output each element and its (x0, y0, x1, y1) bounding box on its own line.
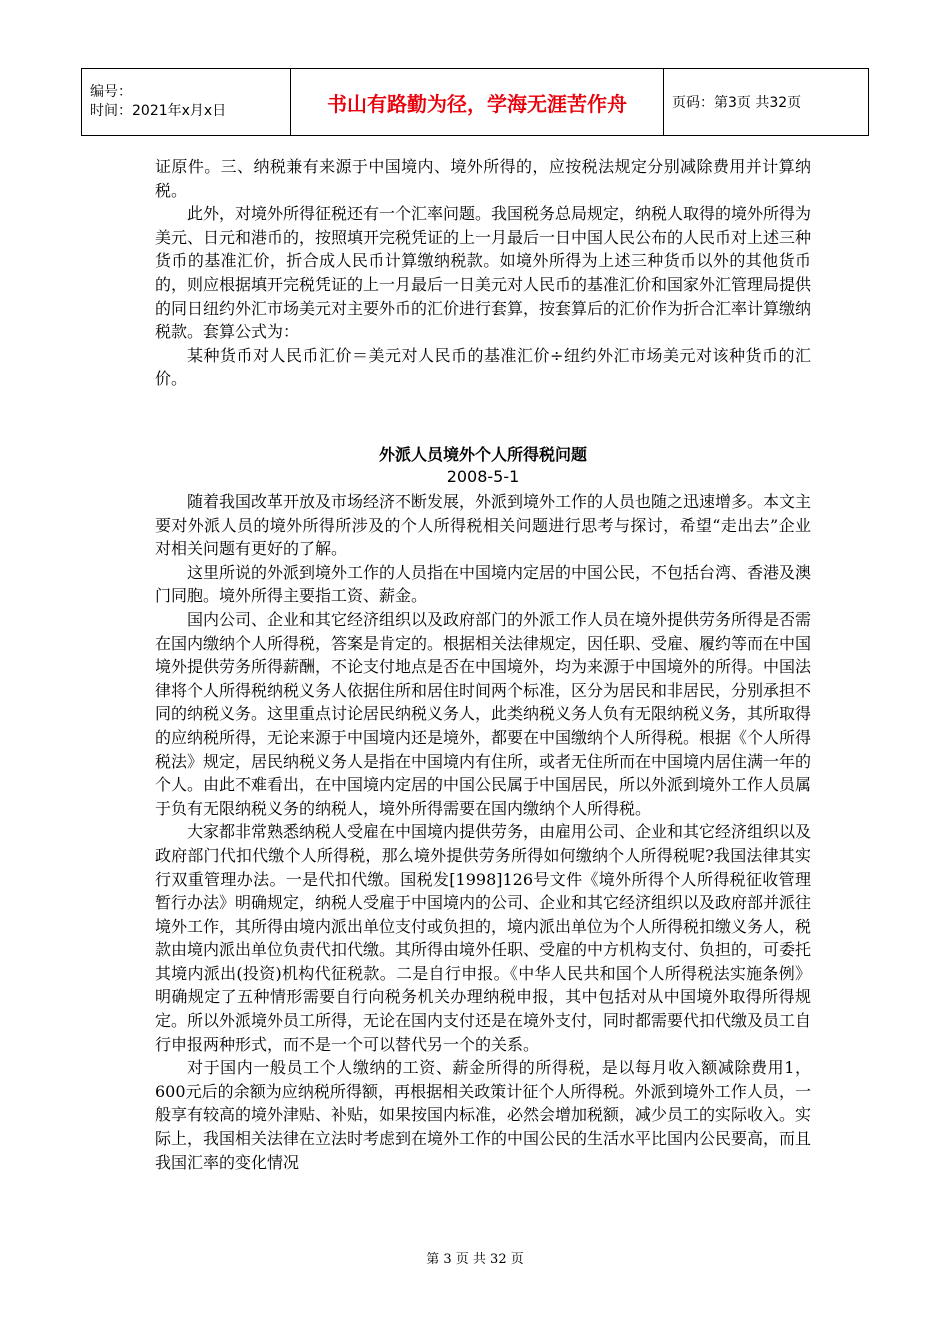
continued-section (155, 155, 811, 391)
paragraph: 大家都非常熟悉纳税人受雇在中国境内提供劳务，由雇用公司、企业和其它经济组织以及政府部门代扣代缴个人所得税，那么境外提供劳务所得如何缴纳个人所得税呢?我国法律其实行双重管理办法。一是代扣代缴。国税发[1998]126号文件《境外所得个人所得税征收管理暂行办法》明确规定，纳税人受雇于中国境内的公司、企业和其它经济组织以及政府部并派往境外工作，其所得由境内派出单位支付或负担的，境内派出单位为个人所得税扣缴义务人，税款由境内派出单位负责代扣代缴。其所得由境外任职、受雇的中方机构支付、负担的，可委托其境内派出(投资)机构代征税款。二是自行申报。《中华人民共和国个人所得税法实施条例》明确规定了五种情形需要自行向税务机关办理纳税申报，其中包括对从中国境外取得所得规定。所以外派境外员工所得，无论在国内支付还是在境外支付，同时都需要代扣代缴及员工自行申报两种形式，而不是一个可以替代另一个的关系。 (155, 822, 812, 1054)
article-date: 2008-5-1 (446, 467, 520, 486)
paragraph: 此外，对境外所得征税还有一个汇率问题。我国税务总局规定，纳税人取得的境外所得为美元、日元和港币的，按照填开完税凭证的上一月最后一日中国人民公布的人民币对上述三种货币的基准汇价，折合成人民币计算缴纳税款。如境外所得为上述三种货币以外的其他货币的，则应根据填开完税凭证的上一月最后一日美元对人民币的基准汇价和国家外汇管理局提供的同日纽约外汇市场美元对主要外币的汇价进行套算，按套算后的汇价作为折合汇率计算缴纳税款。套算公式为： (155, 204, 812, 342)
document-number-label: 编号： (90, 84, 132, 100)
header-meta (82, 69, 291, 136)
paragraph: 某种货币对人民币汇价＝美元对人民币的基准汇价÷纽约外汇市场美元对该种货币的汇价。 (155, 345, 811, 389)
header-page-number: 页码：第3页 共32页 (664, 69, 869, 136)
page-header (81, 68, 869, 136)
paragraph: 国内公司、企业和其它经济组织以及政府部门的外派工作人员在境外提供劳务所得是否需在国内缴纳个人所得税，答案是肯定的。根据相关法律规定，因任职、受雇、履约等而在中国境外提供劳务所得薪酬，不论支付地点是否在中国境外，均为来源于中国境外的所得。中国法律将个人所得税纳税义务人依据住所和居住时间两个标准，区分为居民和非居民，分别承担不同的纳税义务。这里重点讨论居民纳税义务人，此类纳税义务人负有无限纳税义务，其所取得的应纳税所得，无论来源于中国境内还是境外，都要在中国缴纳个人所得税。根据《个人所得税法》规定，居民纳税义务人是指在中国境内有住所，或者无住所而在中国境内居住满一年的个人。由此不难看出，在中国境内定居的中国公民属于中国居民，所以外派到境外工作人员属于负有无限纳税义务的纳税人，境外所得需要在国内缴纳个人所得税。 (155, 609, 812, 818)
page-footer: 第 3 页 共 32 页 (426, 1252, 524, 1267)
paragraph: 这里所说的外派到境外工作的人员指在中国境内定居的中国公民，不包括台湾、香港及澳门同胞。境外所得主要指工资、薪金。 (155, 562, 812, 606)
article-body (155, 490, 811, 1174)
paragraph: 对于国内一般员工个人缴纳的工资、薪金所得的所得税，是以每月收入额减除费用1，600元后的余额为应纳税所得额，再根据相关政策计征个人所得税。外派到境外工作人员，一般享有较高的境外津贴、补贴，如果按国内标准，必然会增加税额，减少员工的实际收入。实际上，我国相关法律在立法时考虑到在境外工作的中国公民的生活水平比国内公民要高，而且我国汇率的变化情况 (155, 1058, 812, 1172)
article-title: 外派人员境外个人所得税问题 (378, 445, 587, 464)
paragraph: 证原件。三、纳税兼有来源于中国境内、境外所得的，应按税法规定分别减除费用并计算纳税。 (155, 157, 811, 200)
header-motto: 书山有路勤为径，学海无涯苦作舟 (291, 69, 664, 136)
paragraph: 随着我国改革开放及市场经济不断发展，外派到境外工作的人员也随之迅速增多。本文主要对外派人员的境外所得所涉及的个人所得税相关问题进行思考与探讨，希望“走出去”企业对相关问题有更好的了解。 (155, 492, 812, 559)
document-time-label: 时间：2021年x月x日 (90, 103, 227, 119)
